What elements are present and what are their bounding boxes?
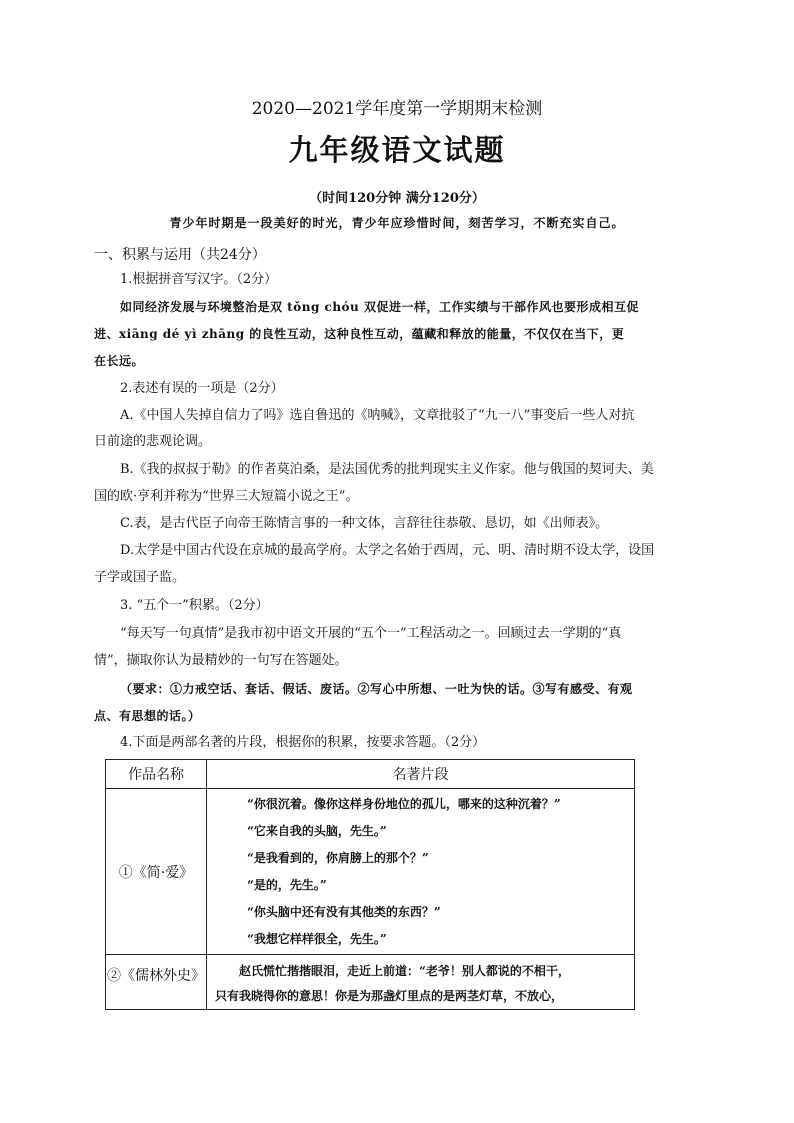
q2-option-a-cont: 日前途的悲观论调。: [94, 434, 212, 449]
excerpt-line: “它来自我的头脑，先生。”: [247, 824, 387, 838]
works-table: [105, 759, 635, 1010]
table-header-row: [106, 760, 635, 789]
q2-option-d-cont: 子学或国子监。: [94, 570, 186, 585]
excerpt-line: “是我看到的，你肩膀上的那个？”: [247, 851, 429, 865]
q3-text-line: 情”，撷取你认为最精妙的一句写在答题处。: [94, 653, 348, 668]
main-title: 九年级语文试题: [288, 133, 506, 167]
table-row: [106, 955, 635, 1010]
time-note: （时间120分钟 满分120分）: [309, 191, 485, 206]
q4-title: 4.下面是两部名著的片段，根据你的积累，按要求答题。（2分）: [120, 735, 486, 750]
q1-text-line: 如同经济发展与环境整治是双 tǒng chóu 双促进一样，工作实绩与干部作风也要形成相互促: [120, 300, 639, 314]
excerpt-line: 只有我晓得你的意思！你是为那盏灯里点的是两茎灯草，不放心，: [215, 989, 564, 1003]
motto: 青少年时期是一段美好的时光，青少年应珍惜时间，刻苦学习，不断充实自己。: [169, 216, 625, 230]
q3-title: 3. “五个一”积累。（2分）: [120, 598, 269, 613]
excerpt-line: 赵氏慌忙揩揩眼泪，走近上前道：“老爷！别人都说的不相干，: [239, 964, 570, 978]
table-header-name: 作品名称: [106, 760, 207, 789]
excerpt-cell: [207, 955, 635, 1010]
exam-title: 2020—2021学年度第一学期期末检测: [251, 99, 543, 119]
q2-option-b: B.《我的叔叔于勒》的作者莫泊桑，是法国优秀的批判现实主义作家。他与俄国的契诃夫、美: [120, 462, 654, 477]
q2-title: 2.表述有误的一项是（2分）: [120, 381, 284, 396]
q2-option-d: D.太学是中国古代设在京城的最高学府。太学之名始于西周，元、明、清时期不设太学，设国: [120, 543, 655, 558]
excerpt-line: “我想它样样很全，先生。”: [247, 932, 387, 946]
excerpt-line: “你很沉着。像你这样身份地位的孤儿，哪来的这种沉着？”: [247, 797, 561, 811]
excerpt-paragraph: [207, 955, 634, 1009]
q3-requirement: （要求：①力戒空话、套话、假话、废话。②写心中所想、一吐为快的话。③写有感受、有观: [120, 682, 633, 696]
q3-text-line: “每天写一句真情”是我市初中语文开展的“五个一”工程活动之一。回顾过去一学期的“真: [120, 626, 622, 641]
q3-requirement: 点、有思想的话。）: [94, 709, 201, 723]
q2-option-b-cont: 国的欧·亨利并称为“世界三大短篇小说之王”。: [94, 489, 359, 504]
q2-option-a: A.《中国人失掉自信力了吗》选自鲁迅的《呐喊》，文章批驳了“九一八”事变后一些人对抗: [120, 408, 635, 423]
work-name-jane-eyre: ①《简·爱》: [106, 789, 207, 955]
excerpt-cell: [207, 789, 635, 955]
q1-text-line: 在长远。: [94, 354, 145, 368]
excerpt-line: “是的，先生。”: [247, 878, 327, 892]
work-name-scholars: ②《儒林外史》: [106, 955, 207, 1010]
section-heading: 一、积累与运用（共24分）: [94, 247, 266, 263]
q2-option-c: C.表，是古代臣子向帝王陈情言事的一种文体，言辞往往恭敬、恳切，如《出师表》。: [120, 516, 609, 531]
table-header-excerpt: 名著片段: [207, 760, 635, 789]
excerpt-line: “你头脑中还有没有其他类的东西？”: [247, 905, 441, 919]
q1-text-line: 进、xiāng dé yì zhāng 的良性互动，这种良性互动，蕴藏和释放的能量，不仅仅在当下，更: [94, 327, 625, 341]
q1-title: 1.根据拼音写汉字。（2分）: [120, 272, 278, 287]
table-row: [106, 789, 635, 955]
